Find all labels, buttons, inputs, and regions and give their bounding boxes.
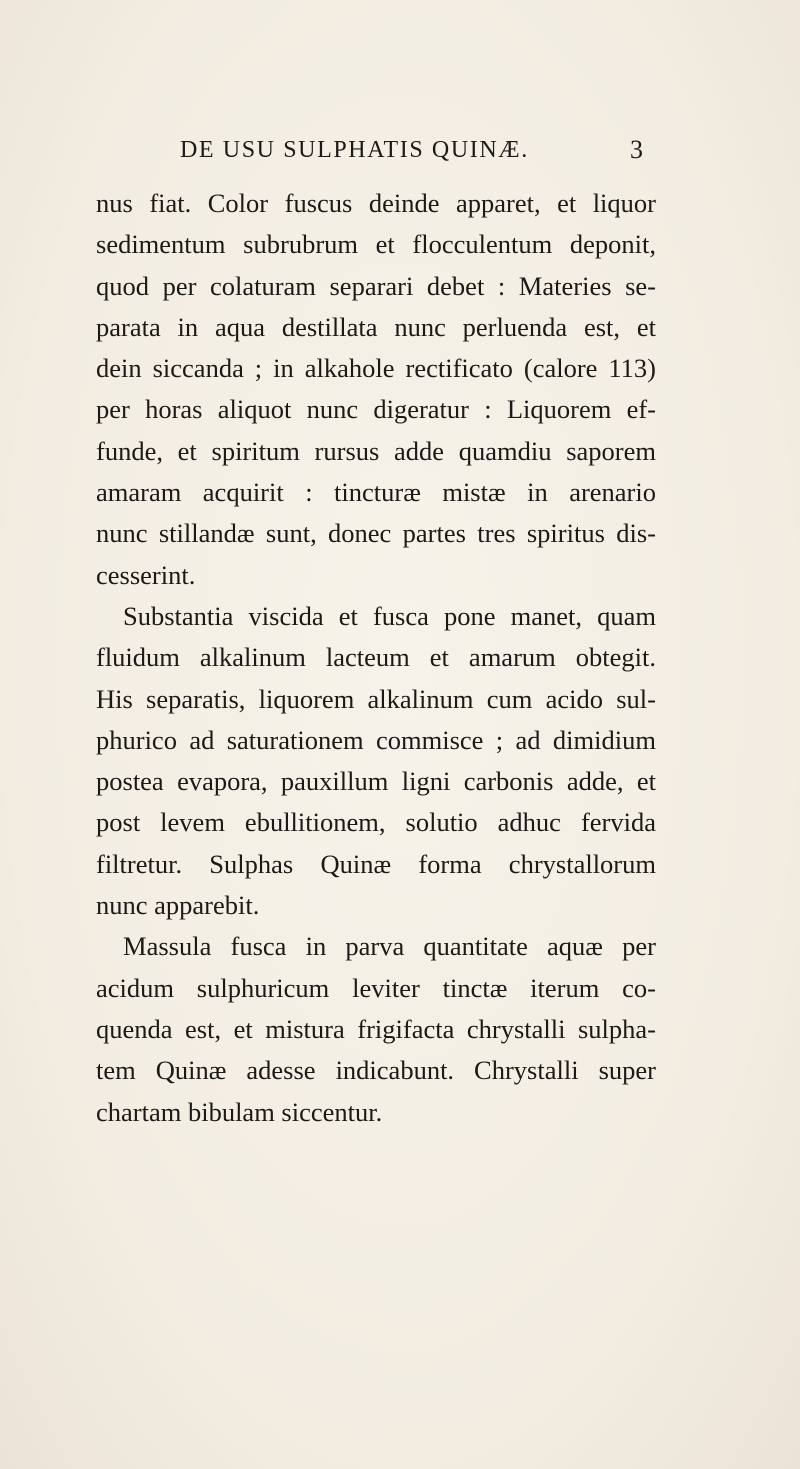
text-line: nus fiat. Color fuscus deinde apparet, et liquor [96,188,656,218]
text-line: sedimentum subrubrum et flocculentum deponit, [96,229,656,260]
page-number: 3 [630,135,643,164]
text-line: cesserint. [96,559,196,590]
text-line: Substantia viscida et fusca pone manet, quam [123,600,656,631]
body-text [96,183,656,1133]
text-line: nunc apparebit. [96,890,260,921]
text-line: fluidum alkalinum lacteum et amarum obtegit. [96,642,656,673]
text-line: post levem ebullitionem, solutio adhuc fervida [96,807,656,838]
text-line: tem Quinæ adesse indicabunt. Chrystalli super [96,1055,656,1086]
text-line: funde, et spiritum rursus adde quamdiu saporem [96,435,656,466]
text-line: postea evapora, pauxillum ligni carbonis adde, et [96,766,656,797]
text-line: quenda est, et mistura frigifacta chrystalli sulpha- [96,1013,656,1044]
text-line: quod per colaturam separari debet : Materies se- [96,270,656,301]
running-title: DE USU SULPHATIS QUINÆ. [180,137,529,163]
text-line: chartam bibulam siccentur. [96,1096,383,1127]
text-line: filtretur. Sulphas Quinæ forma chrystallorum [96,848,656,879]
running-head [0,134,800,166]
text-line: acidum sulphuricum leviter tinctæ iterum co- [96,972,656,1003]
text-line: per horas aliquot nunc digeratur : Liquorem ef- [96,394,656,425]
text-line: His separatis, liquorem alkalinum cum acido sul- [96,683,656,714]
text-line: dein siccanda ; in alkahole rectificato (calore 113) [96,353,656,384]
text-line: phurico ad saturationem commisce ; ad dimidium [96,724,656,755]
text-line: parata in aqua destillata nunc perluenda est, et [96,311,656,342]
text-line: amaram acquirit : tincturæ mistæ in arenario [96,477,656,508]
text-line: nunc stillandæ sunt, donec partes tres spiritus dis- [96,518,656,549]
text-line: Massula fusca in parva quantitate aquæ per [123,931,656,962]
